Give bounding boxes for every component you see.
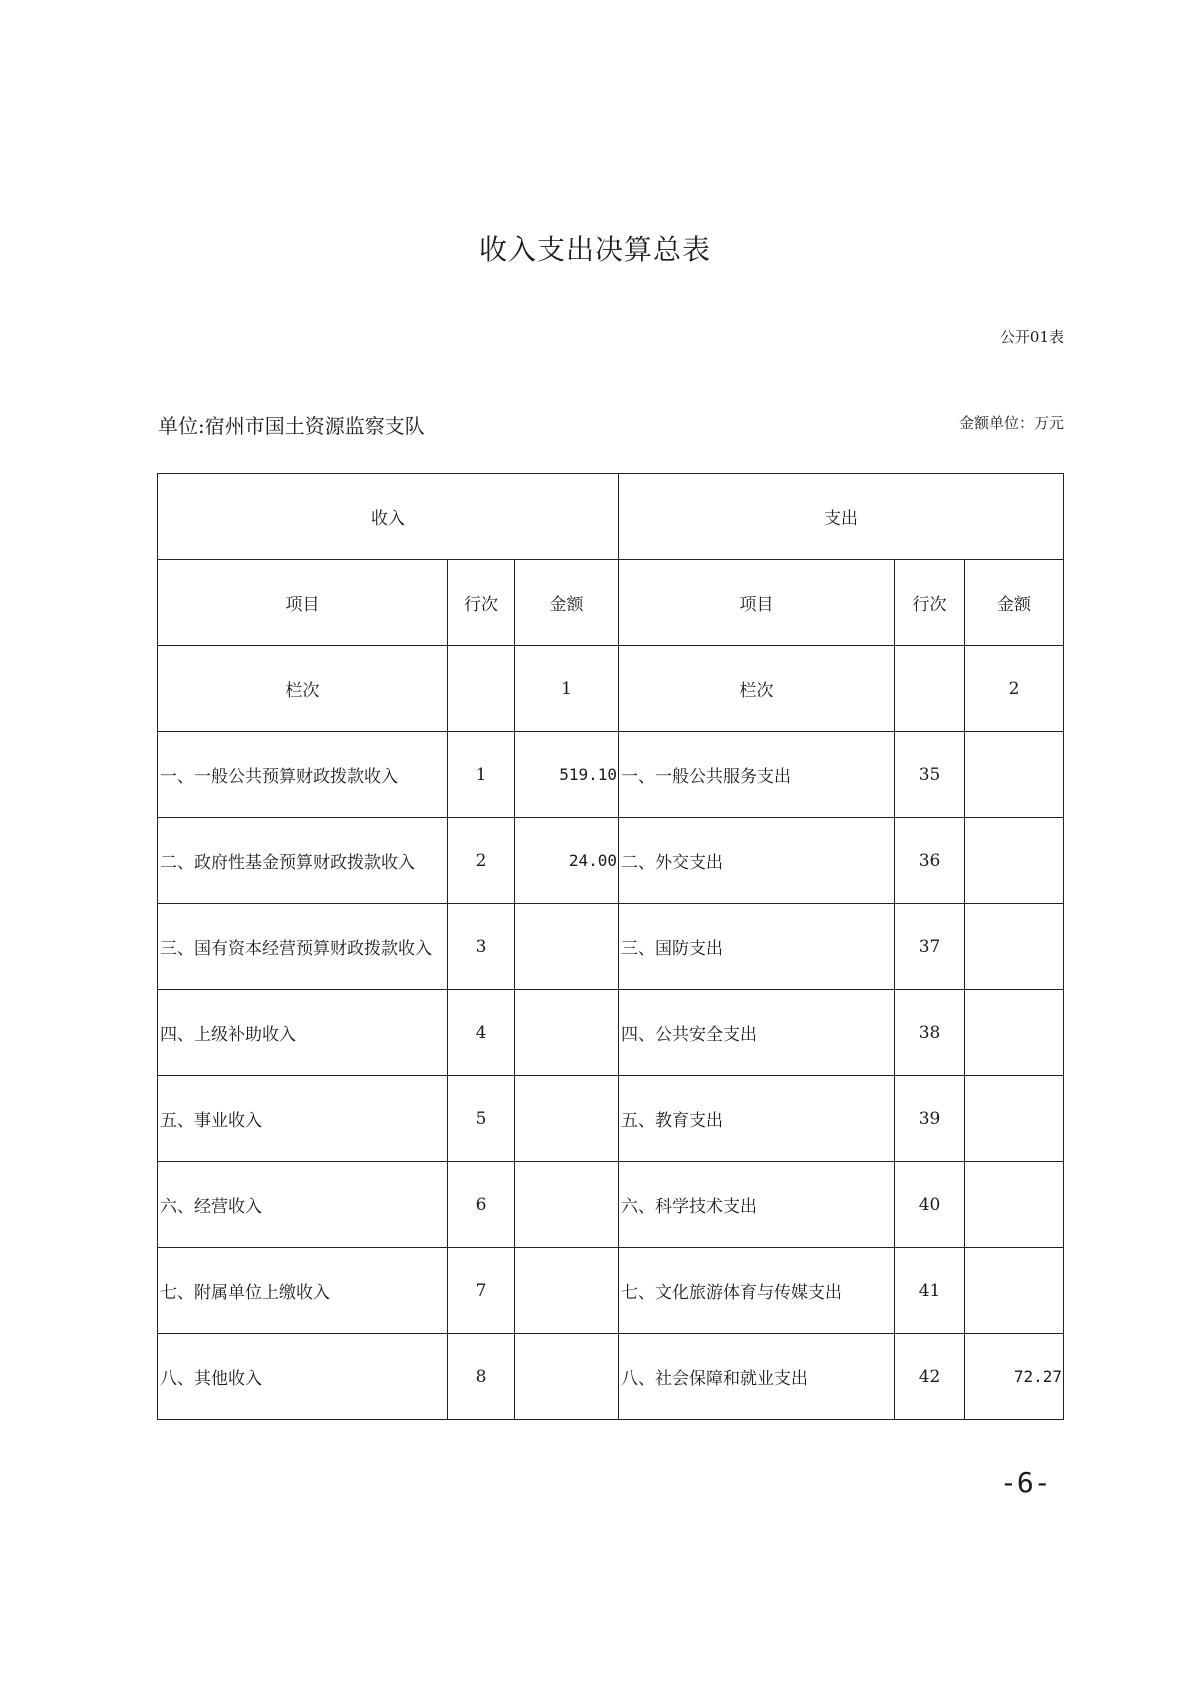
page-number: -6- (1000, 1466, 1051, 1499)
expense-amount (965, 818, 1064, 904)
income-item: 二、政府性基金预算财政拨款收入 (158, 818, 448, 904)
income-amount: 519.10 (515, 732, 619, 818)
income-header: 收入 (158, 474, 619, 560)
money-unit: 金额单位：万元 (958, 414, 1064, 432)
expense-item: 六、科学技术支出 (619, 1162, 895, 1248)
column-number-row (158, 646, 1064, 732)
expense-row-no: 40 (895, 1162, 965, 1248)
table-row (158, 732, 1064, 818)
income-col-number: 1 (515, 646, 619, 732)
expense-row-no: 35 (895, 732, 965, 818)
expense-row-no: 39 (895, 1076, 965, 1162)
expense-col-blank (895, 646, 965, 732)
expense-amount (965, 732, 1064, 818)
income-amount (515, 1162, 619, 1248)
expense-row-no: 38 (895, 990, 965, 1076)
income-amount (515, 1248, 619, 1334)
income-amount (515, 1334, 619, 1420)
expense-item: 一、一般公共服务支出 (619, 732, 895, 818)
income-expense-table (157, 473, 1064, 1420)
expense-col-label: 栏次 (619, 646, 895, 732)
form-number: 公开01表 (999, 328, 1064, 346)
page-title: 收入支出决算总表 (478, 233, 711, 266)
income-amount (515, 1076, 619, 1162)
table-row (158, 1248, 1064, 1334)
expense-item: 五、教育支出 (619, 1076, 895, 1162)
expense-item: 三、国防支出 (619, 904, 895, 990)
income-row-no: 2 (448, 818, 515, 904)
income-item: 三、国有资本经营预算财政拨款收入 (158, 904, 448, 990)
income-row-no: 1 (448, 732, 515, 818)
income-item: 八、其他收入 (158, 1334, 448, 1420)
income-item: 四、上级补助收入 (158, 990, 448, 1076)
income-item: 六、经营收入 (158, 1162, 448, 1248)
expense-row-no: 36 (895, 818, 965, 904)
income-row-no-header: 行次 (448, 560, 515, 646)
expense-item: 七、文化旅游体育与传媒支出 (619, 1248, 895, 1334)
expense-amount (965, 1076, 1064, 1162)
expense-item: 四、公共安全支出 (619, 990, 895, 1076)
income-item-header: 项目 (158, 560, 448, 646)
expense-row-no: 41 (895, 1248, 965, 1334)
income-row-no: 6 (448, 1162, 515, 1248)
income-row-no: 7 (448, 1248, 515, 1334)
expense-item: 二、外交支出 (619, 818, 895, 904)
expense-amount-header: 金额 (965, 560, 1064, 646)
expense-amount (965, 904, 1064, 990)
income-amount (515, 990, 619, 1076)
expense-row-no: 37 (895, 904, 965, 990)
income-amount: 24.00 (515, 818, 619, 904)
expense-header: 支出 (619, 474, 1064, 560)
income-row-no: 5 (448, 1076, 515, 1162)
reporting-unit: 单位:宿州市国土资源监察支队 (158, 414, 425, 438)
table-row (158, 1334, 1064, 1420)
income-amount-header: 金额 (515, 560, 619, 646)
expense-row-no: 42 (895, 1334, 965, 1420)
income-amount (515, 904, 619, 990)
income-row-no: 8 (448, 1334, 515, 1420)
expense-amount: 72.27 (965, 1334, 1064, 1420)
column-header-row (158, 560, 1064, 646)
table-row (158, 904, 1064, 990)
expense-col-number: 2 (965, 646, 1064, 732)
expense-item: 八、社会保障和就业支出 (619, 1334, 895, 1420)
expense-amount (965, 1248, 1064, 1334)
income-item: 五、事业收入 (158, 1076, 448, 1162)
income-col-label: 栏次 (158, 646, 448, 732)
table-row (158, 990, 1064, 1076)
income-row-no: 4 (448, 990, 515, 1076)
table-row (158, 1162, 1064, 1248)
income-row-no: 3 (448, 904, 515, 990)
expense-row-no-header: 行次 (895, 560, 965, 646)
income-item: 一、一般公共预算财政拨款收入 (158, 732, 448, 818)
expense-amount (965, 990, 1064, 1076)
expense-item-header: 项目 (619, 560, 895, 646)
income-item: 七、附属单位上缴收入 (158, 1248, 448, 1334)
table-row (158, 818, 1064, 904)
income-col-blank (448, 646, 515, 732)
expense-amount (965, 1162, 1064, 1248)
table-row (158, 1076, 1064, 1162)
section-header-row (158, 474, 1064, 560)
